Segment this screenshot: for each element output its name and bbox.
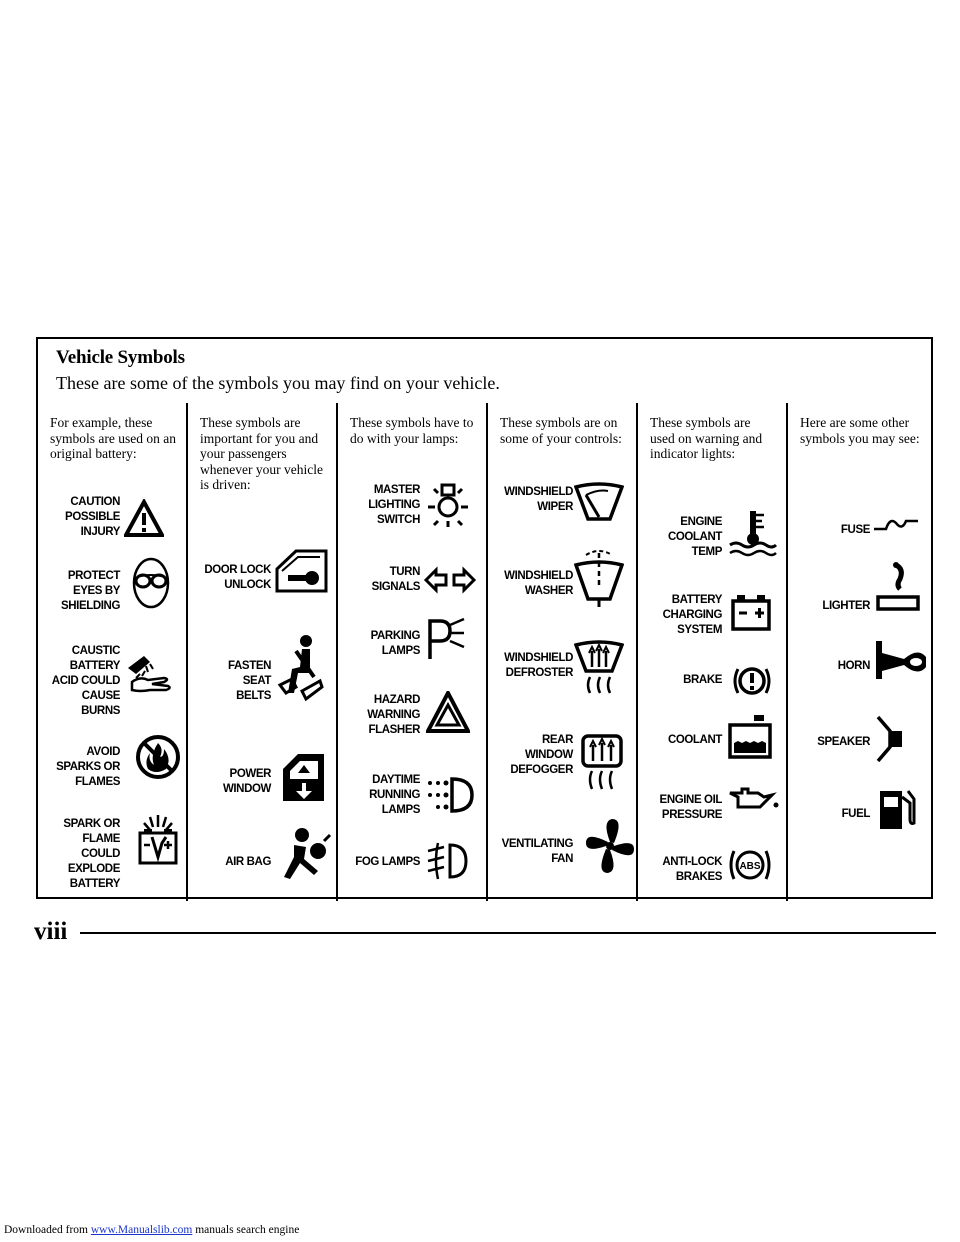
power-window-icon (280, 751, 328, 805)
symbol-label: ENGINE OIL PRESSURE (659, 794, 722, 821)
symbol-label: DOOR LOCK UNLOCK (204, 564, 271, 591)
symbol-label: REAR WINDOW DEFOGGER (510, 734, 573, 776)
section-subtitle: These are some of the symbols you may find on your vehicle. (56, 373, 500, 393)
page-number: viii (34, 918, 68, 945)
symbol-label: BRAKE (683, 674, 722, 686)
goggles-face-icon (130, 555, 172, 615)
symbol-label: WINDSHIELD WASHER (504, 570, 573, 597)
seat-belt-icon (276, 633, 326, 705)
turn-signal-arrows-icon (424, 565, 476, 595)
symbol-label: AVOID SPARKS OR FLAMES (56, 746, 120, 788)
section-title: Vehicle Symbols (56, 347, 185, 368)
acid-hand-icon (124, 652, 174, 702)
symbol-label: HAZARD WARNING FLASHER (367, 694, 420, 736)
symbol-label: AIR BAG (225, 856, 271, 868)
column-intro: These symbols are important for you and your passengers whenever your vehicle is driven: (200, 415, 323, 492)
column-controls (486, 403, 636, 901)
symbol-label: TURN SIGNALS (371, 566, 420, 593)
symbol-label: VENTILATING FAN (501, 838, 573, 865)
column-intro: For example, these symbols are used on an original battery: (50, 415, 176, 461)
column-lamps (336, 403, 486, 901)
manualslib-link[interactable]: www.Manualslib.com (90, 1224, 193, 1236)
download-footer (4, 1224, 299, 1236)
column-intro: These symbols have to do with your lamps: (350, 415, 474, 446)
oil-can-icon (726, 785, 780, 815)
symbol-label: FOG LAMPS (355, 856, 420, 868)
symbol-label: MASTER LIGHTING SWITCH (368, 484, 420, 526)
symbol-label: HORN (837, 660, 870, 672)
air-bag-icon (280, 827, 332, 883)
rear-defogger-icon (580, 733, 624, 793)
symbol-label: WINDSHIELD WIPER (504, 486, 573, 513)
windshield-defroster-icon (574, 639, 624, 695)
fan-icon (582, 815, 638, 877)
windshield-washer-icon (574, 545, 624, 611)
symbol-label: SPEAKER (817, 736, 870, 748)
symbol-label: POWER WINDOW (222, 768, 271, 795)
symbol-label: BATTERY CHARGING SYSTEM (662, 594, 722, 636)
column-intro: These symbols are used on warning and indicator lights: (650, 415, 763, 461)
column-battery (38, 403, 186, 901)
brake-warning-icon (732, 661, 772, 701)
column-safety (186, 403, 336, 901)
symbol-label: ANTI-LOCK BRAKES (662, 856, 722, 883)
symbol-label: FASTEN SEAT BELTS (228, 660, 271, 702)
door-lock-icon (274, 547, 330, 595)
fuel-pump-icon (878, 785, 918, 833)
fog-lamps-icon (424, 839, 468, 883)
symbol-label: WINDSHIELD DEFROSTER (504, 652, 573, 679)
svg-text:ABS: ABS (739, 861, 761, 872)
footer-prefix: Downloaded from (4, 1224, 91, 1236)
parking-lamps-icon (426, 615, 466, 661)
hazard-triangle-icon (426, 691, 470, 733)
symbol-label: ENGINE COOLANT TEMP (667, 516, 722, 558)
symbol-label: SPARK OR FLAME COULD EXPLODE BATTERY (63, 818, 120, 890)
horn-icon (874, 637, 930, 683)
caution-triangle-icon (124, 499, 164, 537)
column-warning-lights (636, 403, 786, 901)
exploding-battery-icon (134, 813, 182, 869)
vehicle-symbols-box (36, 337, 933, 899)
lighter-icon (874, 559, 922, 615)
speaker-icon (876, 715, 906, 763)
symbol-label: PARKING LAMPS (370, 630, 420, 657)
footer-suffix: manuals search engine (192, 1224, 300, 1236)
battery-icon (730, 593, 772, 633)
footer-rule (80, 932, 936, 934)
column-intro: These symbols are on some of your controls: (500, 415, 622, 446)
symbol-label: FUEL (841, 808, 870, 820)
symbol-label: DAYTIME RUNNING LAMPS (369, 774, 420, 816)
coolant-reservoir-icon (726, 713, 774, 761)
column-intro: Here are some other symbols you may see: (800, 415, 920, 446)
no-flame-icon (134, 733, 182, 781)
fuse-icon (872, 513, 920, 537)
daytime-running-lamps-icon (426, 773, 474, 815)
symbol-label: COOLANT (667, 734, 722, 746)
abs-icon (728, 845, 772, 885)
coolant-temp-icon (726, 507, 778, 559)
master-lighting-icon (426, 483, 474, 529)
symbol-label: CAUSTIC BATTERY ACID COULD CAUSE BURNS (51, 645, 120, 717)
symbol-label: FUSE (840, 524, 870, 536)
column-other (786, 403, 935, 901)
symbol-label: CAUTION POSSIBLE INJURY (65, 496, 120, 538)
windshield-wiper-icon (574, 481, 624, 523)
symbol-label: LIGHTER (822, 600, 870, 612)
symbol-label: PROTECT EYES BY SHIELDING (60, 570, 120, 612)
